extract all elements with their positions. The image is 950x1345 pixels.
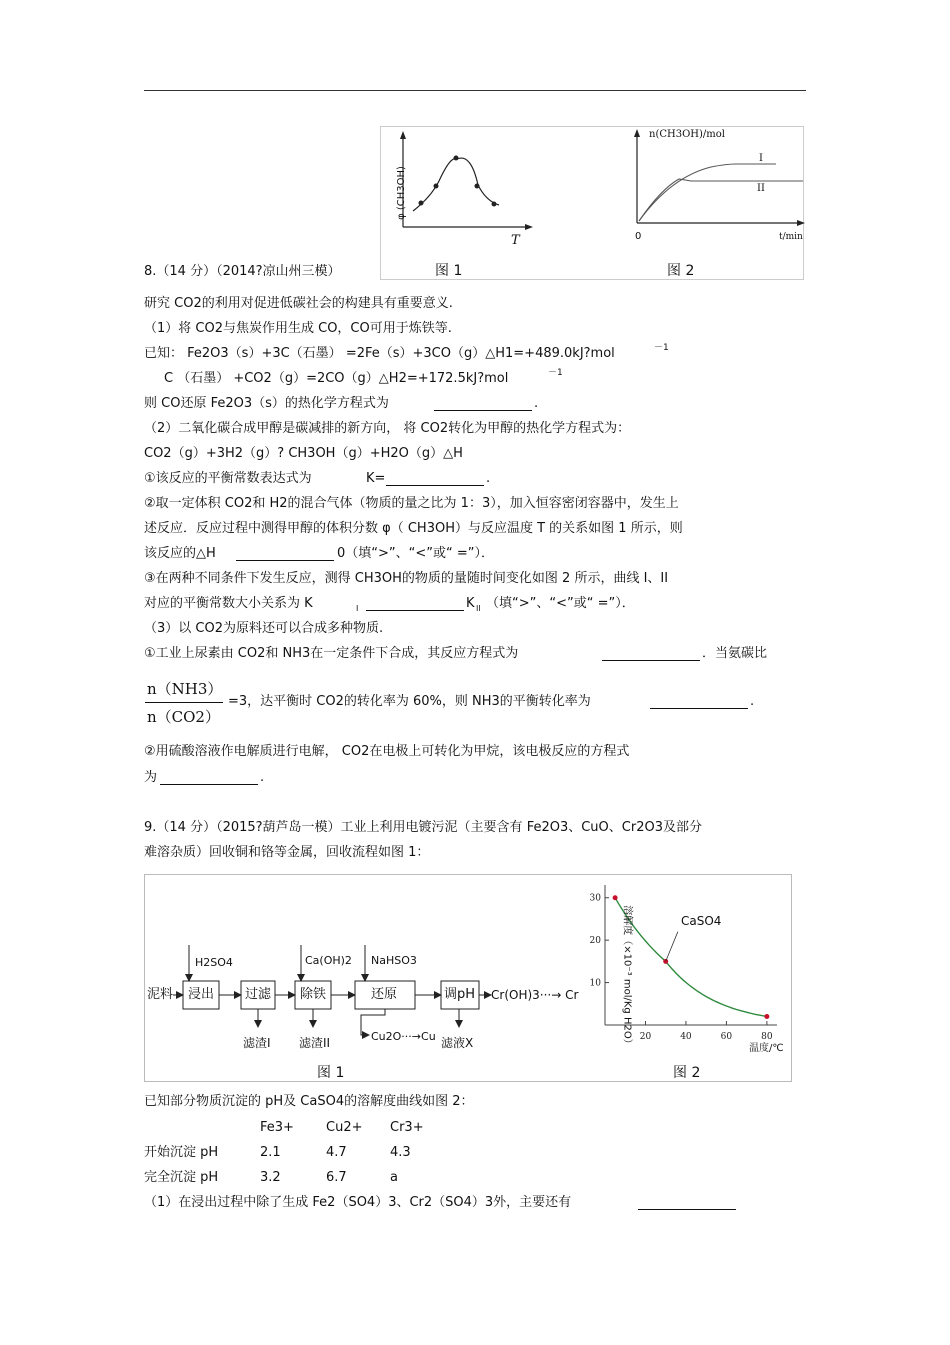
q8-fig2-ylabel: n(CH3OH)/mol <box>649 129 725 140</box>
q8-line12: ③在两种不同条件下发生反应，测得 CH3OH的物质的量随时间变化如图 2 所示，曲线 I、II <box>144 571 669 586</box>
q8-line9: ②取一定体积 CO2和 H2的混合气体（物质的量之比为 1：3），加入恒容密闭容器中，发生上 <box>144 496 679 511</box>
q8-fig1-caption: 图 1 <box>435 263 463 279</box>
table-row1-label: 开始沉淀 pH <box>144 1145 219 1160</box>
q8-line16a: =3，达平衡时 CO2的转化率为 60%，则 NH3的平衡转化率为 <box>228 694 591 709</box>
ammonia-carbon-ratio <box>143 676 227 728</box>
chart-x-tick-label: 60 <box>720 1032 733 1042</box>
chart-ylabel: 溶解度（×10⁻³ mol/Kg H2O） <box>621 905 633 1049</box>
table-row1-cr: 4.3 <box>390 1145 411 1160</box>
q8-figure-panel <box>380 126 804 280</box>
flow-reagent-h2so4: H2SO4 <box>195 956 233 969</box>
q8-fig2-curve1-label: I <box>759 153 763 164</box>
flow-box-reduce: 还原 <box>371 987 398 1002</box>
flow-out-residue1: 滤渣I <box>243 1036 271 1050</box>
flow-box-filter: 过滤 <box>245 987 272 1002</box>
q8-blank-1[interactable] <box>434 398 532 411</box>
q8-line13a: 对应的平衡常数大小关系为 K <box>144 596 313 611</box>
q8-fig2-xlabel: t/min <box>779 232 803 242</box>
q8-fig2-plot <box>611 127 811 277</box>
q8-line13c: （填“>”、“<”或“ =”）． <box>486 596 635 611</box>
chart-y-tick-label: 20 <box>589 936 601 947</box>
q8-line6: （2）二氧化碳合成甲醇是碳减排的新方向， 将 CO2转化为甲醇的热化学方程式为： <box>144 421 631 436</box>
q8-fig1-xlabel: T <box>511 233 520 248</box>
flow-box-deiron: 除铁 <box>300 987 327 1002</box>
table-row1-cu: 4.7 <box>326 1145 347 1160</box>
chart-series-label: CaSO4 <box>681 914 722 928</box>
frac-numerator: n（NH3） <box>147 680 223 698</box>
q8-blank-4[interactable] <box>366 598 464 611</box>
chart-y-tick-label: 30 <box>589 893 601 904</box>
q8-line11b: 0（填“>”、“<”或“ =”）． <box>337 546 494 561</box>
q9-flow-diagram <box>145 875 585 1081</box>
q8-fig2-caption: 图 2 <box>667 263 695 279</box>
flow-box-ph: 调pH <box>444 987 476 1002</box>
chart-x-tick-label: 40 <box>680 1032 692 1042</box>
chart-xlabel: 温度/℃ <box>749 1043 784 1054</box>
q8-line5: 则 CO还原 Fe2O3（s）的热化学方程式为 <box>144 396 389 411</box>
caso4-point <box>764 1014 769 1019</box>
table-header-cu: Cu2+ <box>326 1120 363 1135</box>
q8-fig2-curve2-label: II <box>757 183 765 194</box>
flow-reagent-caoh2: Ca(OH)2 <box>305 954 352 967</box>
table-row2-label: 完全沉淀 pH <box>144 1170 219 1185</box>
flow-start: 泥料 <box>147 987 174 1002</box>
q9-line2: 难溶杂质）回收铜和铬等金属，回收流程如图 1： <box>144 845 430 860</box>
q8-line13-sub2: II <box>476 604 481 613</box>
q8-line3: 已知： Fe2O3（s）+3C（石墨） =2Fe（s）+3CO（g）△H1=+489.0kJ?mol <box>144 346 615 361</box>
q8-line1: 研究 CO2的利用对促进低碳社会的构建具有重要意义. <box>144 296 453 311</box>
caso4-point <box>613 895 618 900</box>
q8-fig1-ylabel: φ (CH3OH) <box>395 166 407 220</box>
table-header-cr: Cr3+ <box>390 1120 424 1135</box>
q9-fig2-caption: 图 2 <box>673 1065 701 1081</box>
q8-fig1-plot <box>381 127 581 277</box>
table-header-fe: Fe3+ <box>260 1120 294 1135</box>
q9-fig1-caption: 图 1 <box>317 1065 345 1081</box>
q9-line3: 已知部分物质沉淀的 pH及 CaSO4的溶解度曲线如图 2： <box>144 1094 474 1109</box>
q8-line18: 为 <box>144 770 158 785</box>
q8-fig2-origin: 0 <box>635 231 642 242</box>
top-rule <box>144 90 806 91</box>
chart-y-tick-label: 10 <box>589 978 601 989</box>
q9-header: 9.（14 分）（2015?葫芦岛一模）工业上利用电镀污泥（主要含有 Fe2O3、CuO、Cr2O3及部分 <box>144 820 702 835</box>
q8-line4: C （石墨） +CO2（g）=2CO（g）△H2=+172.5kJ?mol <box>164 371 509 386</box>
chart-x-tick-label: 20 <box>639 1032 652 1042</box>
q9-line4: （1）在浸出过程中除了生成 Fe2（SO4）3、Cr2（SO4）3外，主要还有 <box>144 1195 572 1210</box>
table-row2-cr: a <box>390 1170 398 1185</box>
chart-x-tick-label: 80 <box>761 1032 773 1042</box>
q8-blank-5[interactable] <box>602 648 700 661</box>
flow-out-residue2: 滤渣II <box>299 1036 331 1050</box>
q8-line3-sup: －1 <box>654 343 669 353</box>
frac-denominator: n（CO2） <box>147 708 220 726</box>
q9-blank-1[interactable] <box>638 1197 736 1210</box>
q8-line17: ②用硫酸溶液作电解质进行电解， CO2在电极上可转化为甲烷，该电极反应的方程式 <box>144 744 630 759</box>
q8-line15a: ①工业上尿素由 CO2和 NH3在一定条件下合成，其反应方程式为 <box>144 646 519 661</box>
q8-line13-sub1: I <box>356 604 359 613</box>
q8-line8a: ①该反应的平衡常数表达式为 <box>144 471 312 486</box>
q8-line7: CO2（g）+3H2（g）? CH3OH（g）+H2O（g）△H <box>144 446 463 461</box>
table-row2-fe: 3.2 <box>260 1170 281 1185</box>
q8-line15b: ．当氨碳比 <box>702 646 768 661</box>
table-row1-fe: 2.1 <box>260 1145 281 1160</box>
caso4-label-leader <box>666 932 678 962</box>
q8-line14: （3）以 CO2为原料还可以合成多种物质. <box>144 621 384 636</box>
flow-box-leach: 浸出 <box>188 987 215 1002</box>
q8-line2: （1）将 CO2与焦炭作用生成 CO，CO可用于炼铁等. <box>144 321 452 336</box>
q8-blank-2[interactable] <box>386 473 484 486</box>
q8-header: 8.（14 分）（2014?凉山州三模） <box>144 264 341 279</box>
flow-reagent-nahso3: NaHSO3 <box>371 954 417 967</box>
q8-blank-3[interactable] <box>236 548 334 561</box>
table-row2-cu: 6.7 <box>326 1170 347 1185</box>
q8-line10: 述反应．反应过程中测得甲醇的体积分数 φ（ CH3OH）与反应温度 T 的关系如图 1 所示，则 <box>144 521 683 536</box>
q8-line11a: 该反应的△H <box>144 546 216 561</box>
flow-out-cu: Cu2O···→Cu <box>371 1030 436 1043</box>
flow-out-filtrate: 滤液X <box>441 1036 474 1050</box>
q8-line4-sup: －1 <box>548 368 563 378</box>
q8-line13b: K <box>466 596 475 611</box>
q8-blank-7[interactable] <box>160 772 258 785</box>
q8-line8b: K= <box>366 471 386 486</box>
q9-figure-panel <box>144 874 792 1082</box>
caso4-point <box>663 959 668 964</box>
flow-product: Cr(OH)3···→ Cr <box>491 988 579 1002</box>
q8-blank-6[interactable] <box>650 696 748 709</box>
